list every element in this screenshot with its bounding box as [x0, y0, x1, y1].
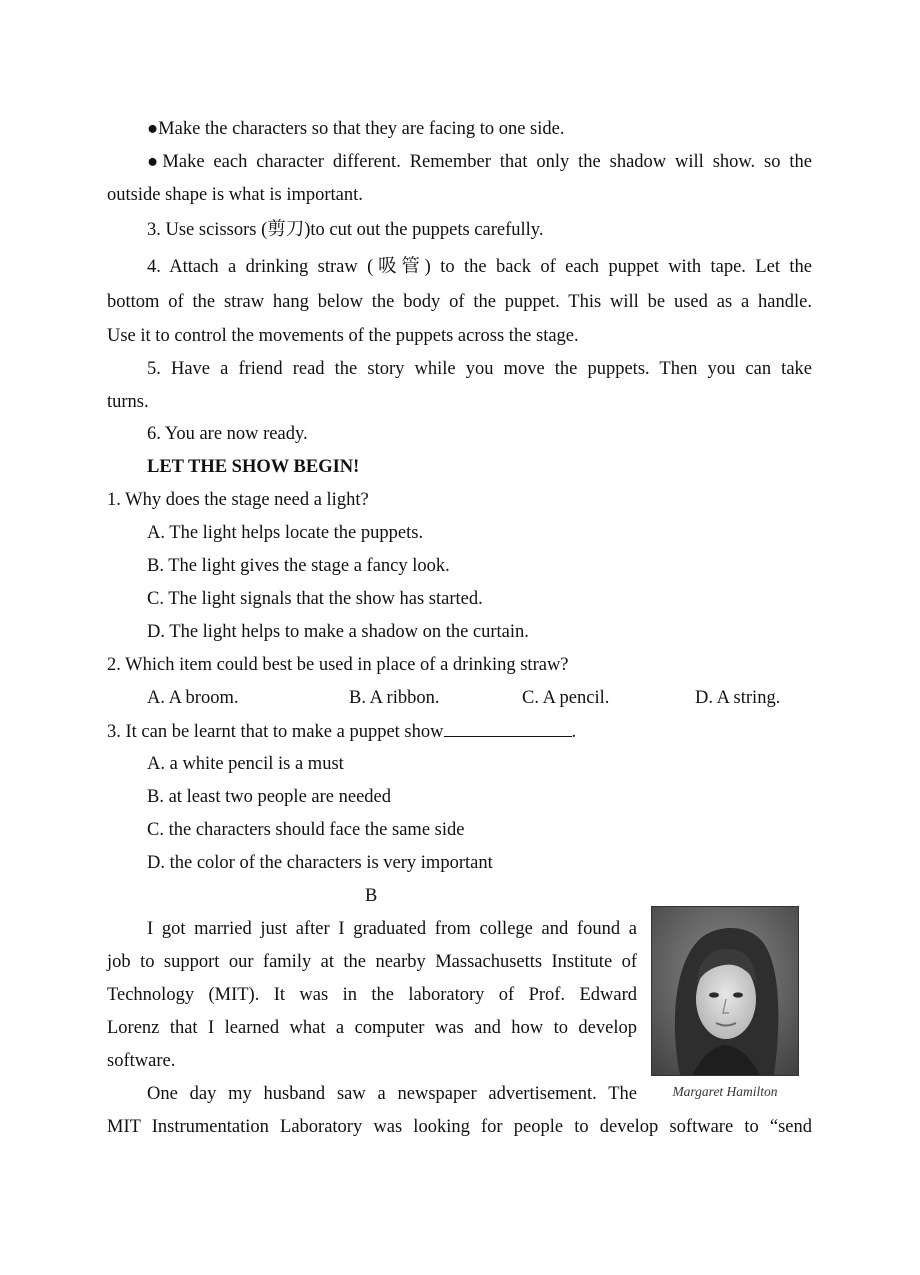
portrait-illustration: [652, 907, 798, 1075]
question-3-option-a: A. a white pencil is a must: [147, 754, 344, 774]
bullet-different-line1: ●Make each character different. Remember that only the shadow will show. so the: [147, 152, 812, 172]
question-3-stem-end: .: [571, 722, 577, 742]
passage-b-label: B: [365, 886, 378, 906]
step-6: 6. You are now ready.: [147, 424, 308, 444]
bullet-facing-side: ●Make the characters so that they are facing to one side.: [147, 119, 565, 139]
step-4-line3: Use it to control the movements of the puppets across the stage.: [107, 326, 579, 346]
passage-b-p2-line2: MIT Instrumentation Laboratory was looking for people to develop software to “send: [107, 1117, 812, 1137]
step-4-line2: bottom of the straw hang below the body of the puppet. This will be used as a handle.: [107, 292, 812, 312]
step-3: 3. Use scissors (剪刀)to cut out the puppets carefully.: [147, 220, 544, 240]
question-1-option-c: C. The light signals that the show has started.: [147, 589, 483, 609]
question-3-option-d: D. the color of the characters is very important: [147, 853, 493, 873]
bullet-different-line2: outside shape is what is important.: [107, 185, 363, 205]
question-3-option-b: B. at least two people are needed: [147, 787, 391, 807]
question-3-stem-text: 3. It can be learnt that to make a puppet show: [107, 722, 444, 742]
passage-b-p1-line3: Technology (MIT). It was in the laboratory of Prof. Edward: [107, 985, 637, 1005]
question-2-option-a: A. A broom.: [147, 688, 239, 708]
question-1-option-a: A. The light helps locate the puppets.: [147, 523, 424, 543]
question-2-option-c: C. A pencil.: [522, 688, 610, 708]
passage-b-p1-line1: I got married just after I graduated from college and found a: [147, 919, 637, 939]
question-2-option-d: D. A string.: [695, 688, 781, 708]
portrait-photo: [651, 906, 799, 1076]
photo-caption: Margaret Hamilton: [672, 1084, 778, 1099]
question-3-option-c: C. the characters should face the same side: [147, 820, 465, 840]
step-5-line2: turns.: [107, 392, 149, 412]
step-4-line1: 4. Attach a drinking straw (吸管) to the back of each puppet with tape. Let the: [147, 257, 812, 277]
answer-blank: [444, 720, 572, 737]
passage-b-p1-line5: software.: [107, 1051, 176, 1071]
question-1-option-d: D. The light helps to make a shadow on the curtain.: [147, 622, 529, 642]
question-1-stem: 1. Why does the stage need a light?: [107, 490, 369, 510]
passage-b-p1-line2: job to support our family at the nearby Massachusetts Institute of: [107, 952, 637, 972]
passage-b-p2-line1: One day my husband saw a newspaper advertisement. The: [147, 1084, 637, 1104]
question-1-option-b: B. The light gives the stage a fancy look.: [147, 556, 450, 576]
question-2-stem: 2. Which item could best be used in place of a drinking straw?: [107, 655, 569, 675]
passage-b-p1-line4: Lorenz that I learned what a computer was and how to develop: [107, 1018, 637, 1038]
step-5-line1: 5. Have a friend read the story while you move the puppets. Then you can take: [147, 359, 812, 379]
question-3-stem: [107, 720, 576, 743]
section-heading: LET THE SHOW BEGIN!: [147, 457, 360, 477]
question-2-option-b: B. A ribbon.: [349, 688, 440, 708]
